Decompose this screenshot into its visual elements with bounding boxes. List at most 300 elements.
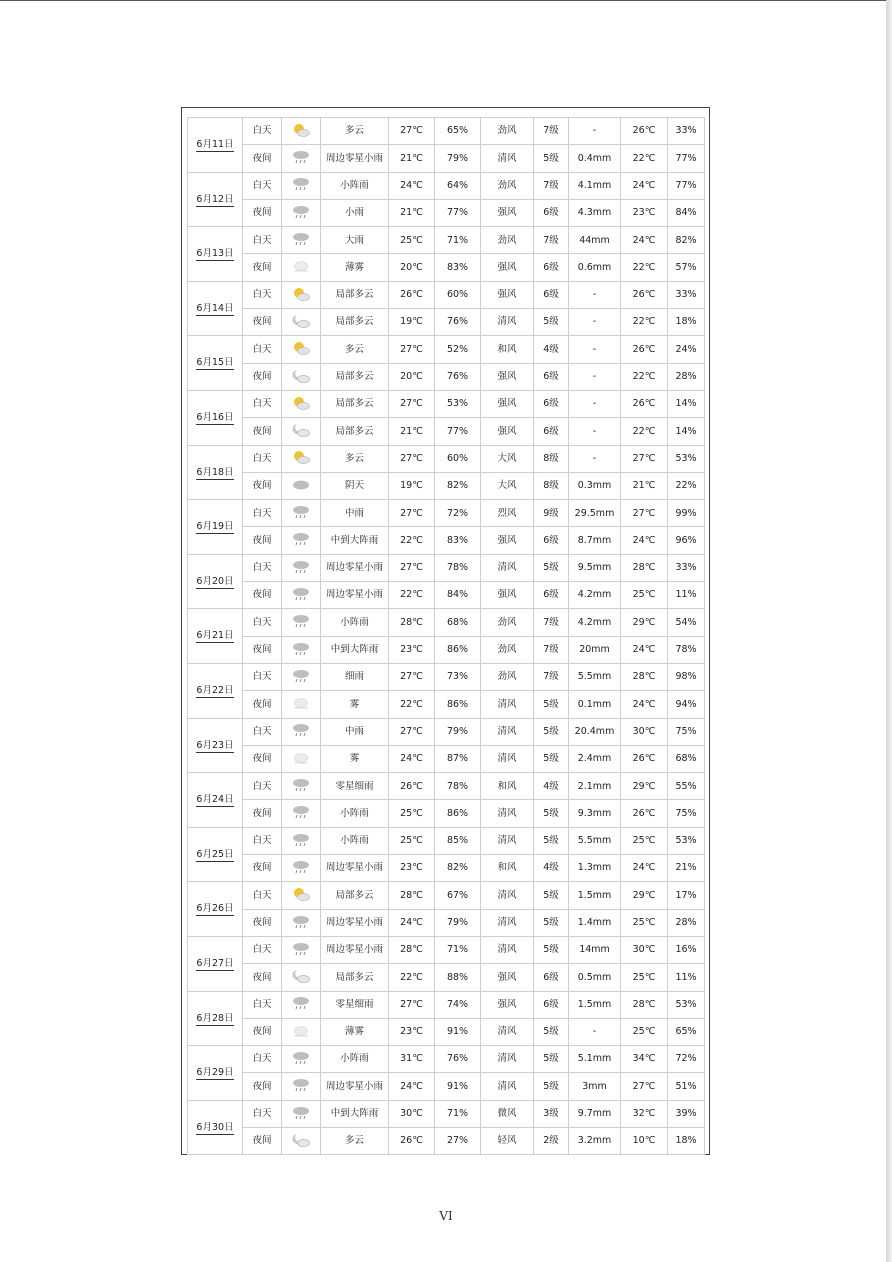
humidity-cell: 91% bbox=[435, 1073, 481, 1100]
rain-cloud-icon bbox=[291, 777, 311, 796]
wind-level-cell: 6级 bbox=[534, 199, 569, 226]
weather-cell: 中雨 bbox=[321, 718, 389, 745]
wind-level-cell: 5级 bbox=[534, 309, 569, 336]
temperature-cell: 27℃ bbox=[389, 500, 435, 527]
percent-cell: 28% bbox=[668, 363, 705, 390]
weather-cell: 周边零星小雨 bbox=[321, 145, 389, 172]
humidity-cell: 82% bbox=[435, 472, 481, 499]
temperature2-cell: 24℃ bbox=[621, 172, 668, 199]
wind-level-cell: 5级 bbox=[534, 718, 569, 745]
humidity-cell: 53% bbox=[435, 390, 481, 417]
wind-cell: 劲风 bbox=[481, 227, 534, 254]
temperature2-cell: 24℃ bbox=[621, 855, 668, 882]
percent-cell: 33% bbox=[668, 118, 705, 145]
table-row bbox=[188, 609, 705, 636]
weather-icon-cell bbox=[282, 309, 321, 336]
period-cell: 白天 bbox=[243, 172, 282, 199]
wind-level-cell: 8级 bbox=[534, 472, 569, 499]
table-row bbox=[188, 500, 705, 527]
wind-level-cell: 7级 bbox=[534, 172, 569, 199]
rain-cloud-icon bbox=[291, 504, 311, 523]
weather-cell: 小阵雨 bbox=[321, 1046, 389, 1073]
precipitation-cell: 9.3mm bbox=[569, 800, 621, 827]
period-cell: 夜间 bbox=[243, 909, 282, 936]
temperature2-cell: 34℃ bbox=[621, 1046, 668, 1073]
temperature2-cell: 24℃ bbox=[621, 527, 668, 554]
table-row bbox=[188, 827, 705, 854]
humidity-cell: 71% bbox=[435, 1100, 481, 1127]
date-cell bbox=[188, 1100, 243, 1155]
temperature-cell: 24℃ bbox=[389, 909, 435, 936]
rain-cloud-icon bbox=[291, 995, 311, 1014]
table-row bbox=[188, 172, 705, 199]
weather-icon-cell bbox=[282, 1100, 321, 1127]
humidity-cell: 85% bbox=[435, 827, 481, 854]
humidity-cell: 83% bbox=[435, 527, 481, 554]
weather-icon-cell bbox=[282, 281, 321, 308]
sun-cloud-icon bbox=[291, 886, 311, 905]
weather-cell: 大雨 bbox=[321, 227, 389, 254]
page-edge-shadow bbox=[886, 0, 892, 1262]
period-cell: 夜间 bbox=[243, 199, 282, 226]
date-label: 6月21日 bbox=[196, 630, 234, 642]
weather-icon-cell bbox=[282, 936, 321, 963]
wind-level-cell: 7级 bbox=[534, 118, 569, 145]
date-label: 6月30日 bbox=[196, 1121, 234, 1133]
weather-cell: 周边零星小雨 bbox=[321, 855, 389, 882]
precipitation-cell: 20.4mm bbox=[569, 718, 621, 745]
weather-icon-cell bbox=[282, 663, 321, 690]
weather-icon-cell bbox=[282, 445, 321, 472]
weather-cell: 小阵雨 bbox=[321, 800, 389, 827]
table-row bbox=[188, 227, 705, 254]
percent-cell: 24% bbox=[668, 336, 705, 363]
weather-icon-cell bbox=[282, 472, 321, 499]
humidity-cell: 74% bbox=[435, 991, 481, 1018]
temperature2-cell: 29℃ bbox=[621, 773, 668, 800]
date-cell bbox=[188, 991, 243, 1046]
precipitation-cell: 2.4mm bbox=[569, 745, 621, 772]
weather-cell: 小阵雨 bbox=[321, 827, 389, 854]
percent-cell: 53% bbox=[668, 827, 705, 854]
wind-cell: 劲风 bbox=[481, 609, 534, 636]
weather-icon-cell bbox=[282, 390, 321, 417]
date-label: 6月24日 bbox=[196, 794, 234, 806]
wind-level-cell: 5级 bbox=[534, 554, 569, 581]
percent-cell: 82% bbox=[668, 227, 705, 254]
wind-cell: 劲风 bbox=[481, 172, 534, 199]
rain-cloud-icon bbox=[291, 641, 311, 660]
fog-icon bbox=[291, 1023, 311, 1042]
rain-cloud-icon bbox=[291, 149, 311, 168]
wind-level-cell: 5级 bbox=[534, 882, 569, 909]
date-cell bbox=[188, 227, 243, 282]
date-label: 6月11日 bbox=[196, 139, 234, 151]
period-cell: 白天 bbox=[243, 500, 282, 527]
temperature-cell: 27℃ bbox=[389, 718, 435, 745]
humidity-cell: 84% bbox=[435, 582, 481, 609]
weather-icon-cell bbox=[282, 745, 321, 772]
period-cell: 白天 bbox=[243, 936, 282, 963]
wind-cell: 强风 bbox=[481, 418, 534, 445]
humidity-cell: 86% bbox=[435, 800, 481, 827]
wind-cell: 和风 bbox=[481, 773, 534, 800]
period-cell: 夜间 bbox=[243, 745, 282, 772]
date-label: 6月22日 bbox=[196, 684, 234, 696]
weather-icon-cell bbox=[282, 855, 321, 882]
percent-cell: 14% bbox=[668, 390, 705, 417]
fog-icon bbox=[291, 258, 311, 277]
temperature2-cell: 21℃ bbox=[621, 472, 668, 499]
date-cell bbox=[188, 390, 243, 445]
precipitation-cell: 5.1mm bbox=[569, 1046, 621, 1073]
humidity-cell: 79% bbox=[435, 909, 481, 936]
wind-cell: 大风 bbox=[481, 445, 534, 472]
weather-cell: 零星细雨 bbox=[321, 773, 389, 800]
temperature2-cell: 22℃ bbox=[621, 418, 668, 445]
temperature2-cell: 27℃ bbox=[621, 500, 668, 527]
sun-cloud-icon bbox=[291, 122, 311, 141]
temperature-cell: 26℃ bbox=[389, 1127, 435, 1154]
rain-cloud-icon bbox=[291, 613, 311, 632]
weather-cell: 周边零星小雨 bbox=[321, 554, 389, 581]
wind-cell: 劲风 bbox=[481, 636, 534, 663]
weather-icon-cell bbox=[282, 554, 321, 581]
temperature-cell: 27℃ bbox=[389, 118, 435, 145]
date-cell bbox=[188, 773, 243, 828]
precipitation-cell: - bbox=[569, 363, 621, 390]
weather-icon-cell bbox=[282, 1046, 321, 1073]
temperature-cell: 20℃ bbox=[389, 363, 435, 390]
temperature2-cell: 26℃ bbox=[621, 390, 668, 417]
humidity-cell: 68% bbox=[435, 609, 481, 636]
percent-cell: 77% bbox=[668, 145, 705, 172]
wind-cell: 强风 bbox=[481, 281, 534, 308]
rain-cloud-icon bbox=[291, 832, 311, 851]
temperature-cell: 22℃ bbox=[389, 691, 435, 718]
wind-level-cell: 4级 bbox=[534, 773, 569, 800]
weather-icon-cell bbox=[282, 1073, 321, 1100]
precipitation-cell: 5.5mm bbox=[569, 827, 621, 854]
percent-cell: 53% bbox=[668, 445, 705, 472]
percent-cell: 94% bbox=[668, 691, 705, 718]
table-row bbox=[188, 554, 705, 581]
rain-cloud-icon bbox=[291, 941, 311, 960]
wind-level-cell: 6级 bbox=[534, 281, 569, 308]
period-cell: 夜间 bbox=[243, 254, 282, 281]
wind-level-cell: 6级 bbox=[534, 582, 569, 609]
period-cell: 白天 bbox=[243, 1100, 282, 1127]
period-cell: 白天 bbox=[243, 609, 282, 636]
percent-cell: 84% bbox=[668, 199, 705, 226]
period-cell: 夜间 bbox=[243, 472, 282, 499]
weather-icon-cell bbox=[282, 718, 321, 745]
fog-icon bbox=[291, 695, 311, 714]
temperature-cell: 21℃ bbox=[389, 199, 435, 226]
rain-cloud-icon bbox=[291, 231, 311, 250]
weather-cell: 周边零星小雨 bbox=[321, 936, 389, 963]
weather-icon-cell bbox=[282, 582, 321, 609]
percent-cell: 39% bbox=[668, 1100, 705, 1127]
temperature2-cell: 24℃ bbox=[621, 636, 668, 663]
period-cell: 白天 bbox=[243, 773, 282, 800]
period-cell: 夜间 bbox=[243, 145, 282, 172]
wind-level-cell: 7级 bbox=[534, 663, 569, 690]
weather-icon-cell bbox=[282, 964, 321, 991]
temperature2-cell: 30℃ bbox=[621, 936, 668, 963]
sun-cloud-icon bbox=[291, 286, 311, 305]
percent-cell: 78% bbox=[668, 636, 705, 663]
date-label: 6月28日 bbox=[196, 1012, 234, 1024]
weather-cell: 小雨 bbox=[321, 199, 389, 226]
period-cell: 夜间 bbox=[243, 1018, 282, 1045]
percent-cell: 22% bbox=[668, 472, 705, 499]
rain-cloud-icon bbox=[291, 859, 311, 878]
wind-level-cell: 6级 bbox=[534, 363, 569, 390]
weather-icon-cell bbox=[282, 227, 321, 254]
wind-cell: 强风 bbox=[481, 363, 534, 390]
humidity-cell: 27% bbox=[435, 1127, 481, 1154]
percent-cell: 72% bbox=[668, 1046, 705, 1073]
table-row bbox=[188, 281, 705, 308]
precipitation-cell: - bbox=[569, 281, 621, 308]
temperature2-cell: 24℃ bbox=[621, 227, 668, 254]
percent-cell: 16% bbox=[668, 936, 705, 963]
period-cell: 夜间 bbox=[243, 1073, 282, 1100]
weather-icon-cell bbox=[282, 418, 321, 445]
humidity-cell: 72% bbox=[435, 500, 481, 527]
weather-icon-cell bbox=[282, 609, 321, 636]
date-cell bbox=[188, 554, 243, 609]
weather-icon-cell bbox=[282, 1018, 321, 1045]
moon-cloud-icon bbox=[291, 1132, 311, 1151]
weather-icon-cell bbox=[282, 909, 321, 936]
date-cell bbox=[188, 172, 243, 227]
date-cell bbox=[188, 500, 243, 555]
precipitation-cell: 1.5mm bbox=[569, 882, 621, 909]
precipitation-cell: 8.7mm bbox=[569, 527, 621, 554]
rain-cloud-icon bbox=[291, 1050, 311, 1069]
table-row bbox=[188, 936, 705, 963]
table-row bbox=[188, 718, 705, 745]
temperature-cell: 26℃ bbox=[389, 281, 435, 308]
weather-cell: 局部多云 bbox=[321, 418, 389, 445]
period-cell: 白天 bbox=[243, 336, 282, 363]
date-cell bbox=[188, 718, 243, 773]
precipitation-cell: 0.5mm bbox=[569, 964, 621, 991]
table-row bbox=[188, 336, 705, 363]
wind-level-cell: 6级 bbox=[534, 964, 569, 991]
weather-cell: 细雨 bbox=[321, 663, 389, 690]
precipitation-cell: - bbox=[569, 336, 621, 363]
date-cell bbox=[188, 936, 243, 991]
table-row bbox=[188, 855, 705, 882]
weather-table bbox=[187, 117, 705, 1155]
weather-cell: 周边零星小雨 bbox=[321, 582, 389, 609]
period-cell: 白天 bbox=[243, 554, 282, 581]
humidity-cell: 86% bbox=[435, 691, 481, 718]
humidity-cell: 87% bbox=[435, 745, 481, 772]
period-cell: 夜间 bbox=[243, 800, 282, 827]
date-cell bbox=[188, 609, 243, 664]
temperature2-cell: 26℃ bbox=[621, 800, 668, 827]
page-footer: VI bbox=[439, 1209, 453, 1223]
period-cell: 白天 bbox=[243, 718, 282, 745]
temperature2-cell: 27℃ bbox=[621, 445, 668, 472]
period-cell: 白天 bbox=[243, 227, 282, 254]
table-row bbox=[188, 663, 705, 690]
temperature-cell: 27℃ bbox=[389, 554, 435, 581]
table-row bbox=[188, 472, 705, 499]
wind-level-cell: 5级 bbox=[534, 691, 569, 718]
table-row bbox=[188, 390, 705, 417]
humidity-cell: 79% bbox=[435, 718, 481, 745]
precipitation-cell: 5.5mm bbox=[569, 663, 621, 690]
wind-cell: 清风 bbox=[481, 1018, 534, 1045]
weather-icon-cell bbox=[282, 1127, 321, 1154]
wind-cell: 强风 bbox=[481, 964, 534, 991]
precipitation-cell: 0.3mm bbox=[569, 472, 621, 499]
temperature-cell: 22℃ bbox=[389, 582, 435, 609]
percent-cell: 28% bbox=[668, 909, 705, 936]
temperature-cell: 27℃ bbox=[389, 445, 435, 472]
weather-cell: 中雨 bbox=[321, 500, 389, 527]
wind-level-cell: 5级 bbox=[534, 909, 569, 936]
table-row bbox=[188, 1046, 705, 1073]
temperature-cell: 27℃ bbox=[389, 336, 435, 363]
period-cell: 夜间 bbox=[243, 582, 282, 609]
temperature2-cell: 22℃ bbox=[621, 254, 668, 281]
period-cell: 夜间 bbox=[243, 855, 282, 882]
rain-cloud-icon bbox=[291, 586, 311, 605]
humidity-cell: 67% bbox=[435, 882, 481, 909]
humidity-cell: 86% bbox=[435, 636, 481, 663]
temperature2-cell: 28℃ bbox=[621, 554, 668, 581]
wind-level-cell: 5级 bbox=[534, 1073, 569, 1100]
precipitation-cell: 3mm bbox=[569, 1073, 621, 1100]
wind-cell: 清风 bbox=[481, 145, 534, 172]
moon-cloud-icon bbox=[291, 368, 311, 387]
temperature-cell: 19℃ bbox=[389, 472, 435, 499]
precipitation-cell: 14mm bbox=[569, 936, 621, 963]
temperature2-cell: 26℃ bbox=[621, 745, 668, 772]
date-label: 6月20日 bbox=[196, 575, 234, 587]
sun-cloud-icon bbox=[291, 449, 311, 468]
wind-level-cell: 9级 bbox=[534, 500, 569, 527]
wind-level-cell: 7级 bbox=[534, 636, 569, 663]
rain-cloud-icon bbox=[291, 804, 311, 823]
weather-cell: 零星细雨 bbox=[321, 991, 389, 1018]
temperature-cell: 23℃ bbox=[389, 636, 435, 663]
period-cell: 夜间 bbox=[243, 1127, 282, 1154]
temperature-cell: 23℃ bbox=[389, 1018, 435, 1045]
rain-cloud-icon bbox=[291, 914, 311, 933]
temperature2-cell: 22℃ bbox=[621, 363, 668, 390]
temperature2-cell: 25℃ bbox=[621, 582, 668, 609]
wind-cell: 清风 bbox=[481, 745, 534, 772]
precipitation-cell: 20mm bbox=[569, 636, 621, 663]
period-cell: 夜间 bbox=[243, 363, 282, 390]
precipitation-cell: - bbox=[569, 418, 621, 445]
wind-level-cell: 5级 bbox=[534, 145, 569, 172]
fog-icon bbox=[291, 750, 311, 769]
precipitation-cell: 0.4mm bbox=[569, 145, 621, 172]
wind-level-cell: 2级 bbox=[534, 1127, 569, 1154]
weather-cell: 周边零星小雨 bbox=[321, 1073, 389, 1100]
table-row bbox=[188, 309, 705, 336]
period-cell: 白天 bbox=[243, 1046, 282, 1073]
period-cell: 白天 bbox=[243, 390, 282, 417]
percent-cell: 11% bbox=[668, 582, 705, 609]
weather-cell: 中到大阵雨 bbox=[321, 1100, 389, 1127]
precipitation-cell: 4.2mm bbox=[569, 582, 621, 609]
temperature2-cell: 26℃ bbox=[621, 281, 668, 308]
wind-cell: 烈风 bbox=[481, 500, 534, 527]
period-cell: 夜间 bbox=[243, 527, 282, 554]
moon-cloud-icon bbox=[291, 313, 311, 332]
precipitation-cell: 4.3mm bbox=[569, 199, 621, 226]
temperature2-cell: 25℃ bbox=[621, 1018, 668, 1045]
wind-level-cell: 6级 bbox=[534, 390, 569, 417]
weather-cell: 局部多云 bbox=[321, 390, 389, 417]
weather-cell: 中到大阵雨 bbox=[321, 527, 389, 554]
percent-cell: 75% bbox=[668, 718, 705, 745]
rain-cloud-icon bbox=[291, 559, 311, 578]
period-cell: 白天 bbox=[243, 118, 282, 145]
date-label: 6月29日 bbox=[196, 1067, 234, 1079]
temperature2-cell: 29℃ bbox=[621, 882, 668, 909]
temperature-cell: 27℃ bbox=[389, 663, 435, 690]
period-cell: 夜间 bbox=[243, 418, 282, 445]
temperature-cell: 19℃ bbox=[389, 309, 435, 336]
table-row bbox=[188, 118, 705, 145]
period-cell: 白天 bbox=[243, 663, 282, 690]
table-row bbox=[188, 909, 705, 936]
weather-icon-cell bbox=[282, 882, 321, 909]
table-row bbox=[188, 145, 705, 172]
precipitation-cell: 3.2mm bbox=[569, 1127, 621, 1154]
date-cell bbox=[188, 882, 243, 937]
temperature-cell: 27℃ bbox=[389, 390, 435, 417]
wind-cell: 清风 bbox=[481, 882, 534, 909]
wind-level-cell: 4级 bbox=[534, 336, 569, 363]
precipitation-cell: 9.5mm bbox=[569, 554, 621, 581]
temperature-cell: 24℃ bbox=[389, 1073, 435, 1100]
humidity-cell: 52% bbox=[435, 336, 481, 363]
temperature-cell: 22℃ bbox=[389, 964, 435, 991]
wind-level-cell: 5级 bbox=[534, 827, 569, 854]
humidity-cell: 71% bbox=[435, 936, 481, 963]
cloud-icon bbox=[291, 477, 311, 496]
wind-level-cell: 8级 bbox=[534, 445, 569, 472]
temperature2-cell: 30℃ bbox=[621, 718, 668, 745]
wind-level-cell: 3级 bbox=[534, 1100, 569, 1127]
rain-cloud-icon bbox=[291, 722, 311, 741]
date-cell bbox=[188, 281, 243, 336]
wind-level-cell: 6级 bbox=[534, 254, 569, 281]
moon-cloud-icon bbox=[291, 968, 311, 987]
date-label: 6月23日 bbox=[196, 739, 234, 751]
weather-table-frame bbox=[181, 107, 710, 1155]
temperature-cell: 25℃ bbox=[389, 227, 435, 254]
top-rule bbox=[0, 0, 892, 1]
wind-cell: 清风 bbox=[481, 1046, 534, 1073]
weather-cell: 薄雾 bbox=[321, 1018, 389, 1045]
precipitation-cell: 1.3mm bbox=[569, 855, 621, 882]
weather-cell: 多云 bbox=[321, 336, 389, 363]
temperature-cell: 30℃ bbox=[389, 1100, 435, 1127]
percent-cell: 77% bbox=[668, 172, 705, 199]
